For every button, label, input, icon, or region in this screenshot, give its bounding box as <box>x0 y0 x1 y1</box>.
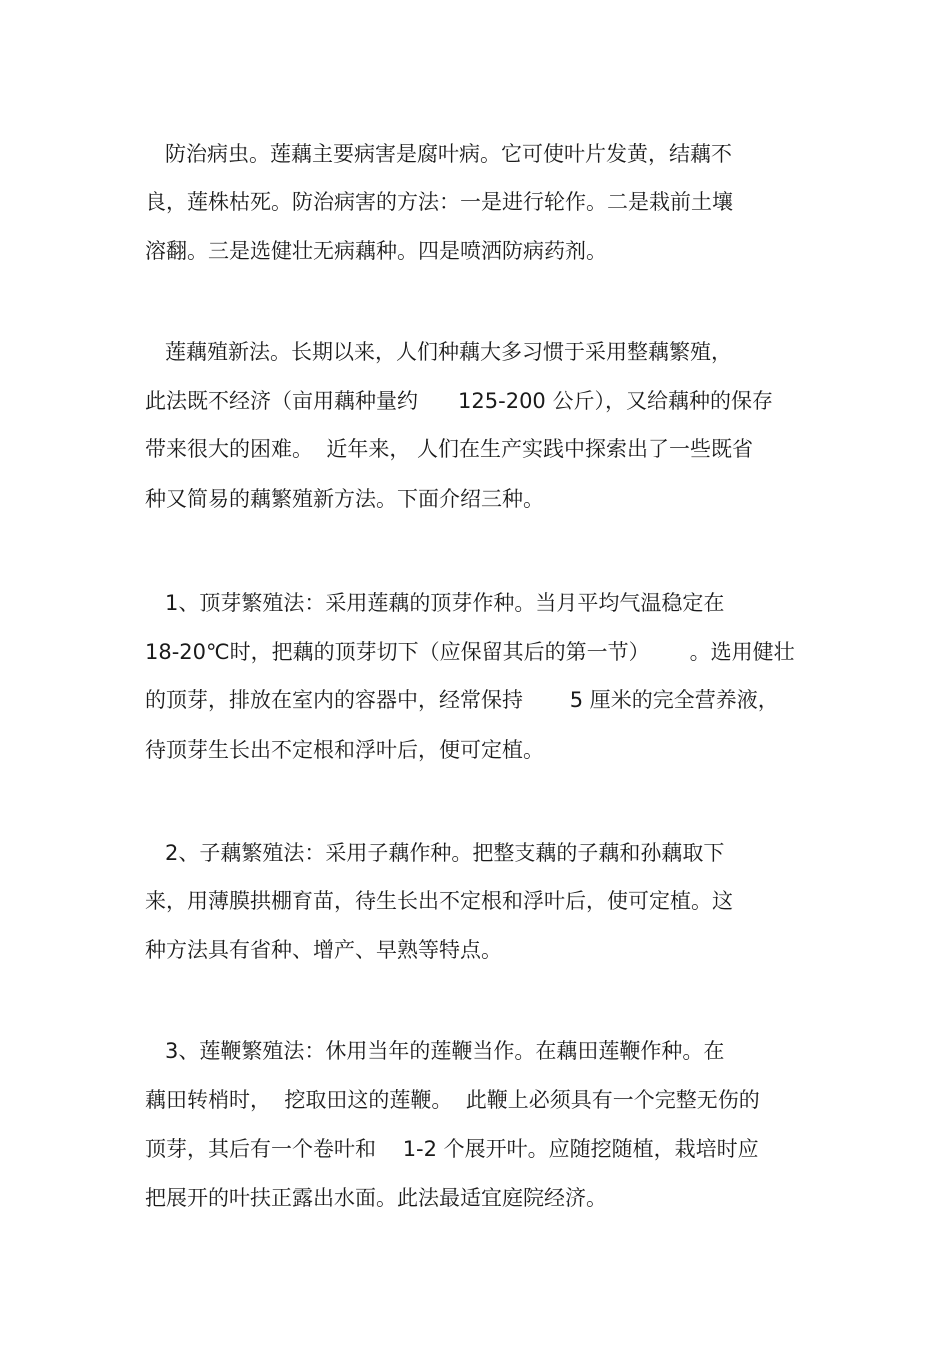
text-line: 3、莲鞭繁殖法：休用当年的莲鞭当作。在藕田莲鞭作种。在 <box>145 1039 725 1063</box>
text-line: 把展开的叶扶正露出水面。此法最适宜庭院经济。 <box>145 1186 607 1210</box>
text-line: 带来很大的困难。 近年来， 人们在生产实践中探索出了一些既省 <box>145 437 754 461</box>
text-line: 防治病虫。莲藕主要病害是腐叶病。它可使叶片发黄，结藕不 <box>145 142 733 166</box>
text-line: 种方法具有省种、增产、早熟等特点。 <box>145 938 502 962</box>
text-line: 藕田转梢时， 挖取田这的莲鞭。 此鞭上必须具有一个完整无伤的 <box>145 1088 760 1112</box>
text-line: 的顶芽，排放在室内的容器中，经常保持 5 厘米的完全营养液， <box>145 688 779 712</box>
text-line: 18-20℃时，把藕的顶芽切下（应保留其后的第一节） 。选用健壮 <box>145 640 795 664</box>
text-line: 此法既不经济（亩用藕种量约 125-200 公斤），又给藕种的保存 <box>145 389 773 413</box>
text-line: 良，莲株枯死。防治病害的方法：一是进行轮作。二是栽前土壤 <box>145 190 733 214</box>
text-line: 来，用薄膜拱棚育苗，待生长出不定根和浮叶后，使可定植。这 <box>145 889 733 913</box>
text-line: 1、顶芽繁殖法：采用莲藕的顶芽作种。当月平均气温稳定在 <box>145 591 725 615</box>
text-line: 种又简易的藕繁殖新方法。下面介绍三种。 <box>145 487 544 511</box>
text-line: 溶翻。三是选健壮无病藕种。四是喷洒防病药剂。 <box>145 239 607 263</box>
text-line: 待顶芽生长出不定根和浮叶后，便可定植。 <box>145 738 544 762</box>
text-line: 顶芽，其后有一个卷叶和 1-2 个展开叶。应随挖随植，栽培时应 <box>145 1137 759 1161</box>
text-line: 莲藕殖新法。长期以来，人们种藕大多习惯于采用整藕繁殖， <box>145 340 733 364</box>
text-line: 2、子藕繁殖法：采用子藕作种。把整支藕的子藕和孙藕取下 <box>145 841 725 865</box>
